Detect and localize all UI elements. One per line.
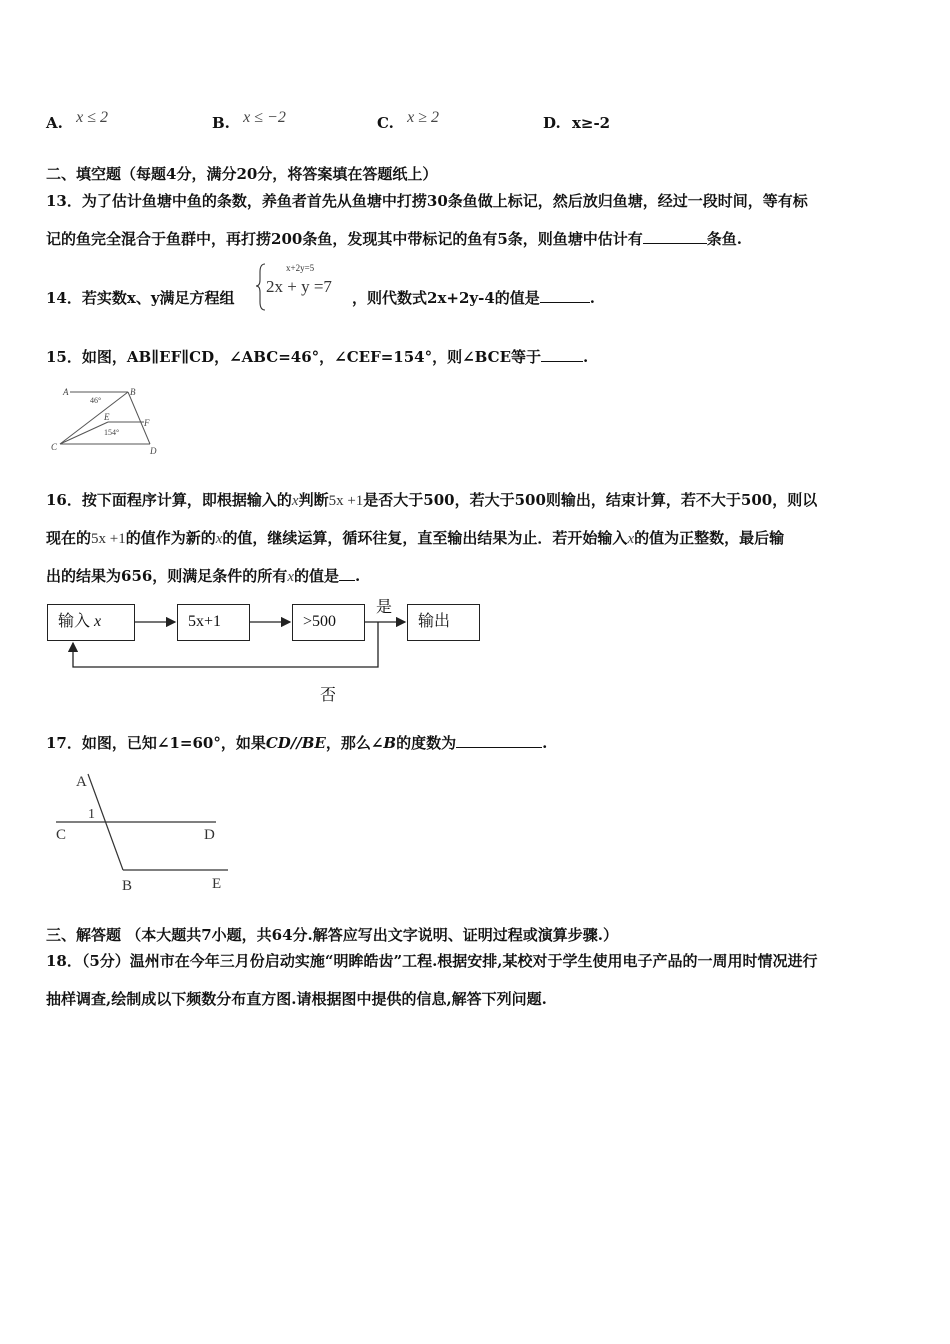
q16-l2d: 的值为正整数，最后输 bbox=[634, 529, 785, 547]
option-d-expr: x≥-2 bbox=[571, 114, 611, 132]
q15-end: . bbox=[583, 348, 589, 366]
q16-l2a: 现在的 bbox=[46, 529, 92, 547]
option-a bbox=[46, 109, 108, 133]
q17-label-d: D bbox=[204, 827, 215, 843]
q14-answer-blank bbox=[540, 288, 590, 303]
q17-label-a: A bbox=[76, 774, 87, 790]
q15-label-a: A bbox=[63, 387, 69, 397]
q14-eq-top: x+2y=5 bbox=[286, 263, 315, 273]
option-c-expr: x ≥ 2 bbox=[407, 109, 440, 126]
q14-brace bbox=[256, 264, 265, 310]
q16-l2b: 的值作为新的 bbox=[125, 529, 216, 547]
q15-label-b: B bbox=[130, 387, 136, 397]
q16-l2c: 的值，继续运算，循环往复，直至输出结果为止．若开始输入 bbox=[222, 529, 628, 547]
q16-l3c: . bbox=[355, 567, 361, 585]
q15-angle-154: 154° bbox=[104, 428, 120, 437]
q14-equation-system bbox=[256, 260, 351, 312]
q15-line bbox=[46, 346, 588, 367]
q17-label-c: C bbox=[56, 827, 67, 843]
q15-pre: 15．如图，AB∥EF∥CD，∠ABC=46°，∠CEF=154°，则∠BCE等于 bbox=[46, 348, 542, 366]
q17-end: . bbox=[542, 734, 548, 752]
q13-line2-post: 条鱼. bbox=[706, 230, 742, 248]
q18-line2: 抽样调查,绘制成以下频数分布直方图.请根据图中提供的信息,解答下列问题. bbox=[46, 990, 547, 1008]
q16-l1b: 判断 bbox=[298, 491, 329, 509]
flow-no-label: 否 bbox=[320, 685, 337, 704]
flow-loop-arrow bbox=[73, 622, 378, 667]
section3-heading: 三、解答题 （本大题共7小题，共64分.解答应写出文字说明、证明过程或演算步骤.） bbox=[46, 926, 618, 944]
option-d-label: D. bbox=[543, 114, 561, 132]
q17-angle-b: B bbox=[383, 734, 397, 752]
flow-output-label: 输出 bbox=[418, 613, 451, 630]
q14-eq-main: 2x + y =7 bbox=[266, 277, 332, 296]
q15-figure bbox=[46, 382, 166, 456]
q16-l3a: 出的结果为656，则满足条件的所有 bbox=[46, 567, 288, 585]
q16-var-x-1: x bbox=[291, 493, 299, 509]
option-a-expr: x ≤ 2 bbox=[76, 109, 108, 126]
flow-arrows bbox=[40, 590, 490, 710]
option-d bbox=[543, 114, 610, 132]
option-b-expr: x ≤ −2 bbox=[243, 109, 286, 126]
q16-line2 bbox=[46, 527, 784, 548]
option-c bbox=[377, 109, 440, 133]
q16-expr-2: 5x +1 bbox=[91, 531, 126, 547]
q14-post bbox=[352, 287, 595, 308]
q16-line1 bbox=[46, 489, 817, 510]
q18-line1: 18．（5分）温州市在今年三月份启动实施“明眸皓齿”工程.根据安排,某校对于学生使用电子产品的一周用时情况进行 bbox=[46, 952, 818, 970]
q16-var-x-3: x bbox=[627, 531, 635, 547]
q16-line3 bbox=[46, 565, 360, 586]
option-c-label: C. bbox=[377, 114, 394, 132]
flow-input-label: 输入 bbox=[58, 613, 91, 630]
q16-l1a: 16．按下面程序计算，即根据输入的 bbox=[46, 491, 292, 509]
q15-label-c: C bbox=[51, 442, 58, 452]
q16-expr-1: 5x +1 bbox=[328, 493, 364, 509]
q13-line1: 13．为了估计鱼塘中鱼的条数，养鱼者首先从鱼塘中打捞30条鱼做上标记，然后放归鱼塘，经过一段时间，等有标 bbox=[46, 192, 808, 210]
q16-l1c: 是否大于500，若大于500则输出，结束计算，若不大于500，则以 bbox=[363, 491, 818, 509]
q16-var-x-2: x bbox=[215, 531, 223, 547]
option-b bbox=[212, 109, 286, 133]
q17-label-e: E bbox=[212, 876, 222, 892]
q17-line bbox=[46, 732, 547, 753]
flow-yes-label: 是 bbox=[376, 597, 393, 616]
q15-answer-blank bbox=[541, 347, 583, 362]
q13-line2 bbox=[46, 228, 742, 249]
q15-label-d: D bbox=[150, 446, 157, 456]
q15-label-e: E bbox=[104, 412, 110, 422]
q14-pre: 14．若实数x、y满足方程组 bbox=[46, 289, 235, 307]
q17-label-1: 1 bbox=[88, 807, 95, 822]
option-b-label: B. bbox=[212, 114, 230, 132]
q17-pre: 17．如图，已知∠1=60°，如果 bbox=[46, 734, 266, 752]
flow-cond-label: >500 bbox=[303, 613, 337, 630]
q16-answer-blank bbox=[339, 566, 355, 581]
q17-figure bbox=[46, 764, 236, 896]
section2-heading: 二、填空题（每题4分，满分20分，将答案填在答题纸上） bbox=[46, 165, 438, 183]
q15-label-f: F bbox=[144, 418, 150, 428]
q16-var-x-4: x bbox=[287, 569, 294, 585]
q15-angle-46: 46° bbox=[90, 396, 102, 405]
q17-post: 的度数为 bbox=[396, 734, 457, 752]
q13-line2-pre: 记的鱼完全混合于鱼群中，再打捞200条鱼，发现其中带标记的鱼有5条，则鱼塘中估计有 bbox=[46, 230, 643, 248]
q13-answer-blank bbox=[643, 229, 707, 244]
q14-post-text: ，则代数式2x+2y-4的值是 bbox=[352, 289, 540, 307]
q16-l3b: 的值是 bbox=[294, 567, 340, 585]
q17-answer-blank bbox=[456, 733, 542, 748]
option-a-label: A. bbox=[46, 114, 63, 132]
flow-step-label: 5x+1 bbox=[188, 613, 222, 630]
q17-mid: ，那么∠ bbox=[325, 734, 384, 752]
flow-input-var: x bbox=[94, 613, 102, 630]
q17-label-b: B bbox=[122, 878, 133, 894]
q17-cond: CD//BE bbox=[265, 734, 326, 752]
q14-end: . bbox=[589, 289, 595, 307]
